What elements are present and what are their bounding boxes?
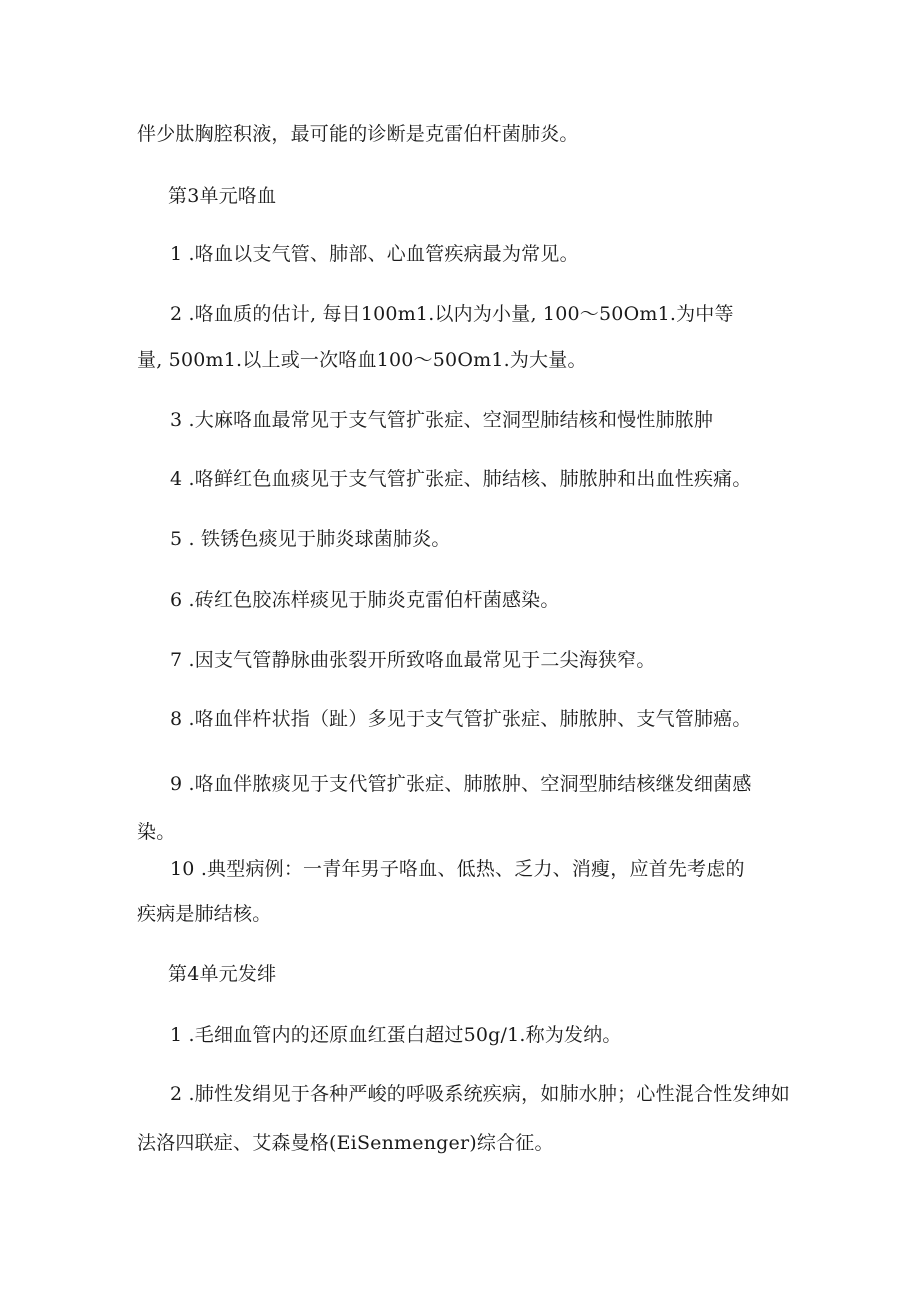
list-item-continuation: 量, 500m1.以上或一次咯血100～50Om1.为大量。 (137, 349, 587, 371)
list-item: 5 . 铁锈色痰见于肺炎球菌肺炎。 (170, 528, 451, 550)
list-item-continuation: 疾病是肺结核。 (137, 903, 272, 925)
list-item: 7 .因支气管静脉曲张裂开所致咯血最常见于二尖海狭窄。 (170, 649, 656, 671)
list-item: 9 .咯血伴脓痰见于支代管扩张症、肺脓肿、空洞型肺结核继发细菌感 (170, 773, 752, 795)
list-item: 1 .毛细血管内的还原血红蛋白超过50g/1.称为发纳。 (170, 1024, 622, 1046)
list-item: 2 .咯血质的估计, 每日100m1.以内为小量, 100～50Om1.为中等 (170, 303, 734, 325)
list-item: 2 .肺性发绢见于各种严峻的呼吸系统疾病，如肺水肿；心性混合性发绅如 (170, 1083, 790, 1105)
list-item: 3 .大麻咯血最常见于支气管扩张症、空洞型肺结核和慢性肺脓肿 (170, 409, 714, 431)
list-item: 10 .典型病例：一青年男子咯血、低热、乏力、消瘦，应首先考虑的 (170, 858, 745, 880)
list-item: 6 .砖红色胶冻样痰见于肺炎克雷伯杆菌感染。 (170, 589, 560, 611)
section-heading: 第4单元发绯 (168, 963, 277, 985)
list-item: 8 .咯血伴杵状指（趾）多见于支气管扩张症、肺脓肿、支气管肺癌。 (170, 708, 752, 730)
list-item: 1 .咯血以支气管、肺部、心血管疾病最为常见。 (170, 243, 579, 265)
list-item: 4 .咯鲜红色血痰见于支气管扩张症、肺结核、肺脓肿和出血性疾痛。 (170, 468, 752, 490)
list-item-continuation: 染。 (137, 821, 176, 843)
text-line: 伴少肽胸腔积液，最可能的诊断是克雷伯杆菌肺炎。 (137, 123, 579, 145)
section-heading: 第3单元咯血 (168, 185, 277, 207)
list-item-continuation: 法洛四联症、艾森曼格(EiSenmenger)综合征。 (137, 1132, 554, 1154)
